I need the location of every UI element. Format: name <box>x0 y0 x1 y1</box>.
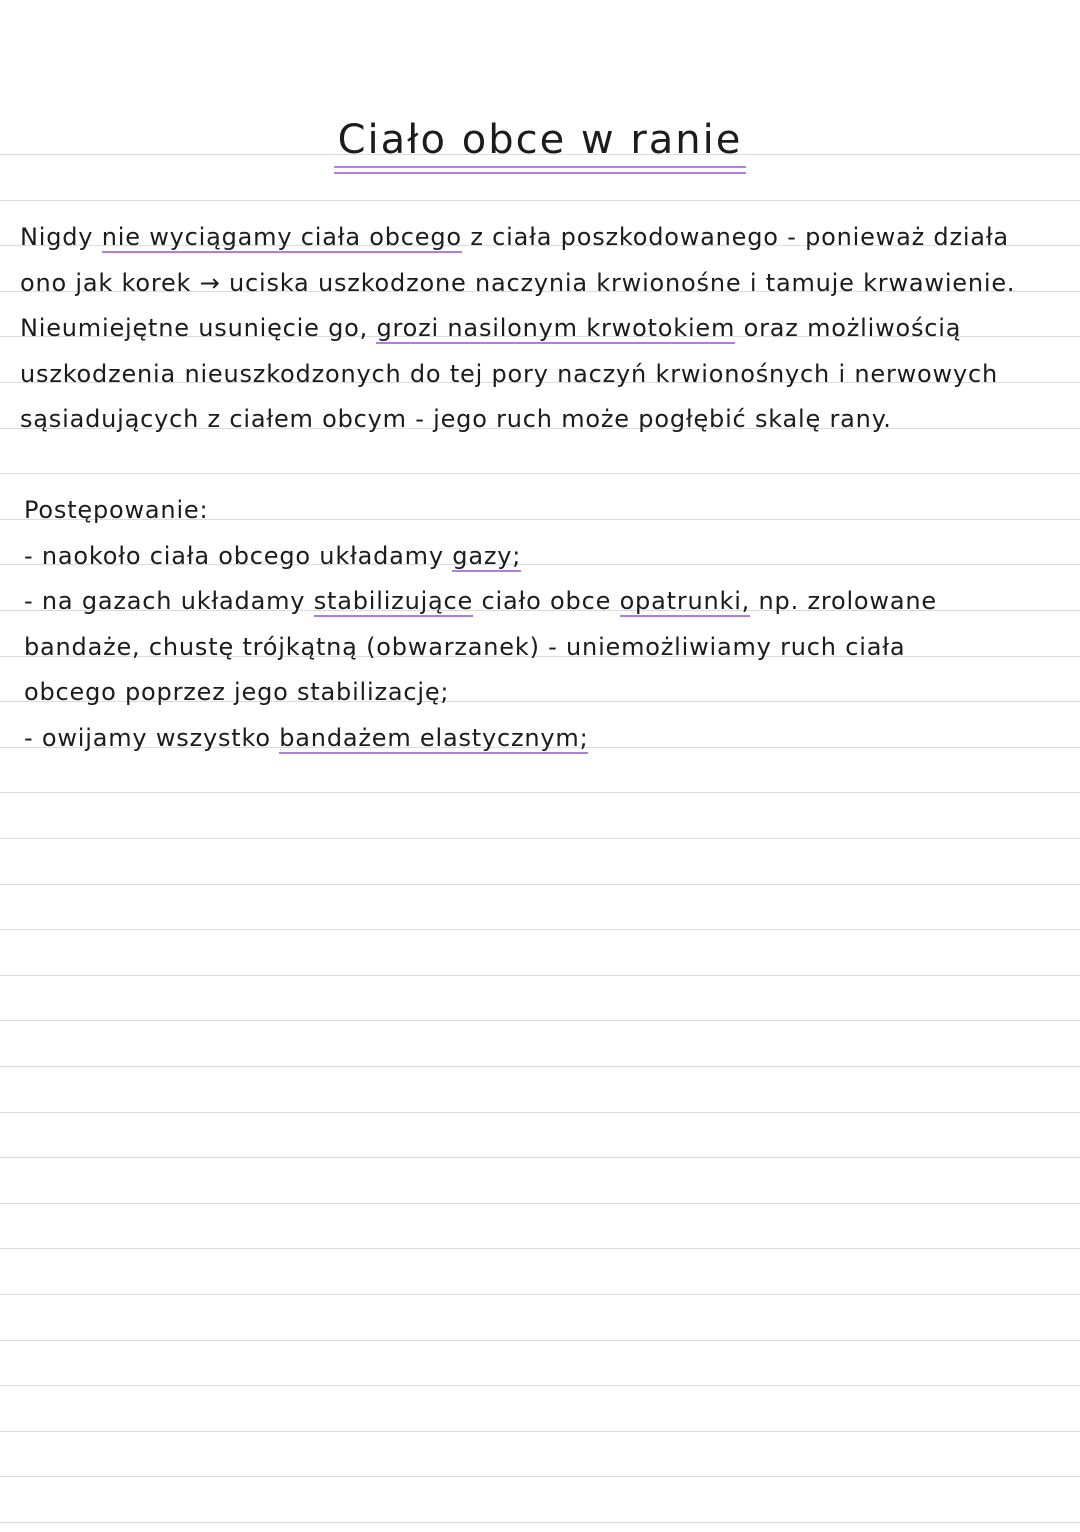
text-segment: - naokoło ciała obcego układamy <box>24 541 453 570</box>
ruled-line <box>0 1157 1080 1158</box>
text-segment: z ciała poszkodowanego - ponieważ działa <box>461 223 1009 251</box>
underlined-phrase: bandażem elastycznym; <box>279 723 589 752</box>
page-title <box>0 112 1080 168</box>
text-segment: uszkodzenia nieuszkodzonych do tej pory naczyń krwionośnych i nerwowych <box>20 359 998 388</box>
text-segment: Nieumiejętne usunięcie go, <box>20 314 377 342</box>
underlined-phrase: gazy; <box>452 541 522 570</box>
ruled-line <box>0 1248 1080 1249</box>
ruled-line <box>0 1294 1080 1295</box>
ruled-line <box>0 1476 1080 1477</box>
ruled-line <box>0 1066 1080 1067</box>
underlined-phrase: stabilizujące <box>313 587 474 615</box>
ruled-line <box>0 884 1080 885</box>
ruled-line <box>0 1385 1080 1386</box>
ruled-line <box>0 200 1080 201</box>
text-segment: - owijamy wszystko <box>24 723 280 752</box>
paragraph-line <box>20 267 1015 299</box>
text-segment: np. zrolowane <box>750 587 937 615</box>
text-segment: ono jak korek → uciska uszkodzone naczynia krwionośne i tamuje krwawienie. <box>20 268 1016 297</box>
text-segment: Postępowanie: <box>24 496 209 524</box>
procedure-line <box>24 585 937 617</box>
ruled-line <box>0 1020 1080 1021</box>
paragraph-line <box>20 403 892 435</box>
underlined-phrase: opatrunki, <box>619 587 751 615</box>
paragraph-line <box>20 358 998 390</box>
paragraph-line <box>20 221 1009 253</box>
text-segment: bandaże, chustę trójkątną (obwarzanek) - uniemożliwiamy ruch ciała <box>24 632 906 661</box>
text-segment: oraz możliwością <box>735 314 962 342</box>
paragraph-line <box>20 312 961 344</box>
text-segment: ciało obce <box>473 587 620 615</box>
text-segment: obcego poprzez jego stabilizację; <box>24 678 450 706</box>
text-segment: - na gazach układamy <box>24 587 314 615</box>
ruled-line <box>0 1340 1080 1341</box>
ruled-line <box>0 929 1080 930</box>
procedure-line <box>24 540 521 572</box>
ruled-line <box>0 1112 1080 1113</box>
ruled-line <box>0 838 1080 839</box>
text-segment: sąsiadujących z ciałem obcym - jego ruch może pogłębić skalę rany. <box>20 405 892 433</box>
procedure-line <box>24 494 208 526</box>
underlined-phrase: nie wyciągamy ciała obcego <box>101 223 462 251</box>
title-text: Ciało obce w ranie <box>334 112 747 168</box>
ruled-line <box>0 473 1080 474</box>
ruled-line <box>0 1431 1080 1432</box>
ruled-line <box>0 1522 1080 1523</box>
underlined-phrase: grozi nasilonym krwotokiem <box>376 314 736 342</box>
procedure-line <box>24 676 449 708</box>
ruled-line <box>0 975 1080 976</box>
text-segment: Nigdy <box>20 223 102 251</box>
ruled-line <box>0 1203 1080 1204</box>
procedure-line <box>24 722 588 754</box>
procedure-line <box>24 631 905 663</box>
ruled-line <box>0 792 1080 793</box>
